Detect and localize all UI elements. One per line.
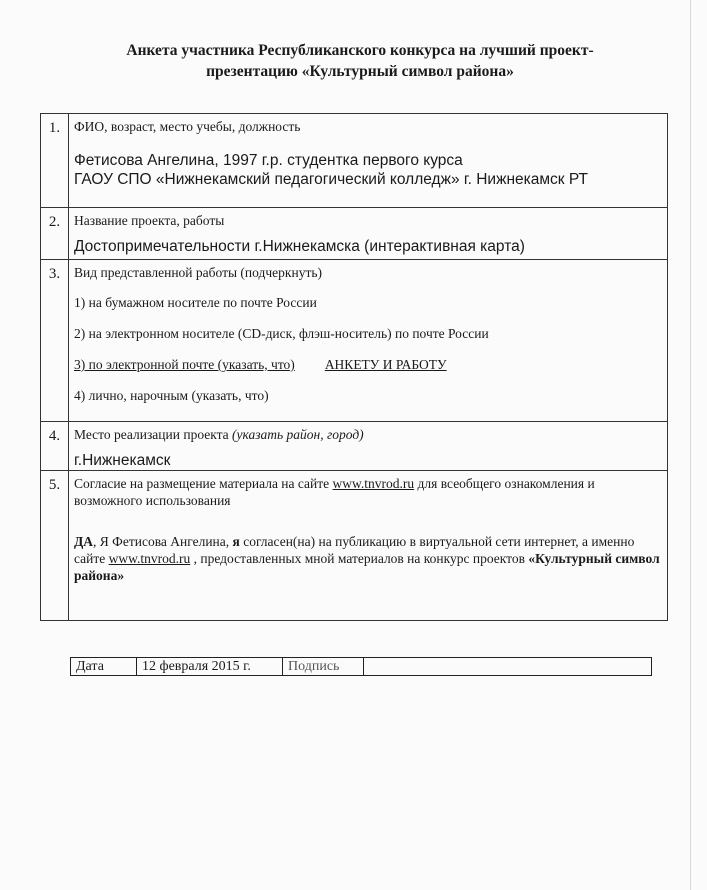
option-3-label: 3) по электронной почте (указать, что): [74, 357, 295, 372]
date-label: Дата: [71, 658, 137, 676]
row-5-number: 5.: [41, 471, 69, 621]
consent-part-3: , предоставленных мной материалов на конкурс проектов: [193, 551, 525, 566]
row-2-label: Название проекта, работы: [74, 213, 225, 228]
consent-contest: «Культурный символ района»: [74, 551, 660, 583]
consent-site-link: www.tnvrod.ru: [108, 551, 191, 566]
option-3-answer: АНКЕТУ И РАБОТУ: [324, 357, 447, 372]
scan-edge: [690, 0, 691, 890]
consent-text: [74, 533, 661, 584]
row-3-label: Вид представленной работы (подчеркнуть): [74, 265, 322, 280]
row-4-content: [69, 422, 668, 471]
row-1-label: ФИО, возраст, место учебы, должность: [74, 119, 301, 134]
row-2-number: 2.: [41, 208, 69, 260]
signature-row: [71, 658, 652, 676]
title-line-2: презентацию «Культурный символ района»: [206, 63, 514, 80]
row-4-label-wrap: [74, 426, 661, 443]
option-4: 4) лично, нарочным (указать, что): [74, 388, 269, 403]
row-4: [41, 422, 668, 471]
site-link: www.tnvrod.ru: [332, 476, 415, 491]
option-1: 1) на бумажном носителе по почте России: [74, 295, 317, 310]
row-2: [41, 208, 668, 260]
row-1: [41, 114, 668, 208]
row-4-label-italic: (указать район, город): [232, 427, 364, 442]
row-3-number: 3.: [41, 260, 69, 422]
row-1-answer-line-2: ГАОУ СПО «Нижнекамский педагогический колледж» г. Нижнекамск РТ: [74, 171, 588, 188]
row-3-content: [69, 260, 668, 422]
row-2-answer: Достопримечательности г.Нижнекамска (интерактивная карта): [74, 238, 525, 255]
signature-field: [364, 658, 652, 676]
date-value: 12 февраля 2015 г.: [137, 658, 283, 676]
row-1-number: 1.: [41, 114, 69, 208]
row-5-label: [74, 475, 661, 509]
row-5-label-part-2: для всеобщего ознакомления и возможного использования: [74, 476, 595, 508]
row-1-content: [69, 114, 668, 208]
signature-table: [70, 657, 652, 676]
signature-label: Подпись: [283, 658, 364, 676]
row-5-content: [69, 471, 668, 621]
consent-da: ДА: [74, 534, 94, 549]
title-line-1: Анкета участника Республиканского конкурса на лучший проект-: [126, 42, 594, 59]
row-2-content: [69, 208, 668, 260]
consent-ya: я: [232, 534, 240, 549]
page-title: [60, 40, 660, 82]
row-3: [41, 260, 668, 422]
option-2: 2) на электронном носителе (CD-диск, флэш-носитель) по почте России: [74, 326, 489, 341]
row-4-answer: г.Нижнекамск: [74, 452, 171, 469]
questionnaire-table: [40, 113, 668, 621]
consent-part-2: согласен(на) на публикацию в виртуальной сети интернет, а именно сайте: [74, 534, 635, 566]
row-5: [41, 471, 668, 621]
row-4-number: 4.: [41, 422, 69, 471]
option-3: [74, 356, 661, 373]
row-1-answer-line-1: Фетисова Ангелина, 1997 г.р. студентка первого курса: [74, 152, 463, 169]
row-4-label: Место реализации проекта: [74, 427, 229, 442]
consent-part-1: , Я Фетисова Ангелина,: [93, 534, 230, 549]
row-5-label-part-1: Согласие на размещение материала на сайте: [74, 476, 330, 491]
